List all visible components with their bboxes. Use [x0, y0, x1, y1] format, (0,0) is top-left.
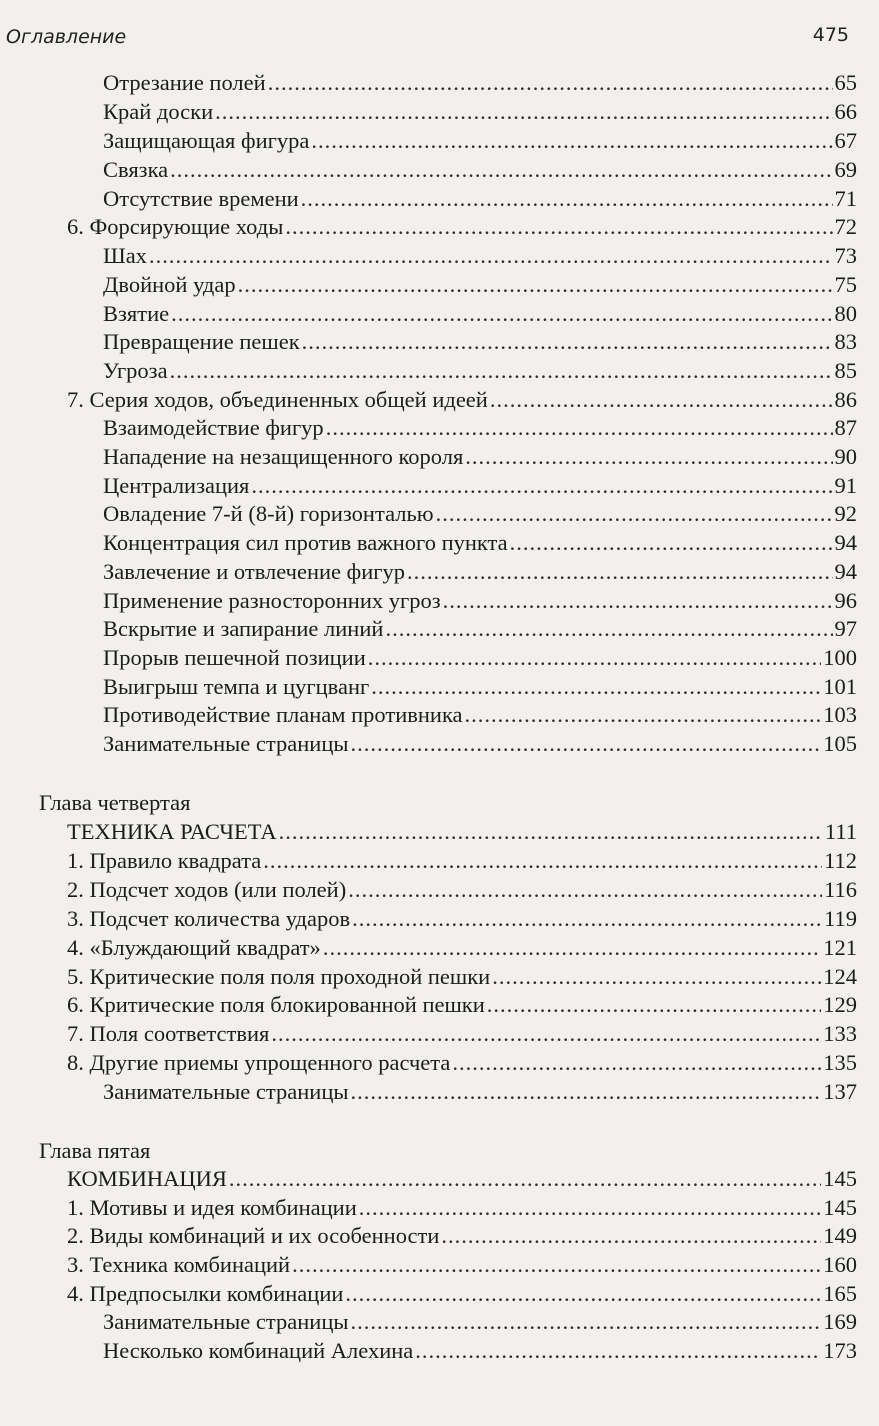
toc-entry-title: Прорыв пешечной позиции: [103, 645, 366, 670]
toc-entry-page: 65: [834, 70, 857, 95]
toc-entry-page: 85: [834, 358, 857, 383]
toc-entry-page: 169: [823, 1309, 857, 1334]
toc-entry: [67, 1222, 857, 1250]
toc-entry-title: Взятие: [103, 301, 170, 326]
toc-entry: [103, 300, 857, 328]
toc-entry: [67, 1020, 857, 1048]
toc-entry-title: Завлечение и отвлечение фигур: [103, 559, 406, 584]
toc-entry-page: 121: [823, 935, 857, 960]
toc-entry: [67, 1194, 857, 1222]
toc-entry: [103, 701, 857, 729]
page-number: 475: [812, 24, 849, 46]
toc-entry: [103, 1078, 857, 1106]
chapter-heading: Глава пятая: [39, 1138, 151, 1163]
toc-entry: [67, 905, 857, 933]
toc-entry: [103, 730, 857, 758]
toc-entry: [67, 1251, 857, 1279]
toc-entry-title: 4. Предпосылки комбинации: [67, 1281, 344, 1306]
toc-entry: [103, 414, 857, 442]
toc-entry-page: 119: [824, 906, 857, 931]
toc-entry: [103, 673, 857, 701]
toc-entry-page: 87: [834, 415, 857, 440]
toc-entry-title: Овладение 7-й (8-й) горизонталью: [103, 501, 434, 526]
toc-entry: [103, 1308, 857, 1336]
toc-entry-page: 92: [834, 501, 857, 526]
toc-entry-title: Вскрытие и запирание линий: [103, 616, 384, 641]
toc-entry-page: 86: [834, 387, 857, 412]
toc-entry-title: Централизация: [103, 473, 250, 498]
toc-entry-page: 69: [834, 157, 857, 182]
toc-entry-title: ТЕХНИКА РАСЧЕТА: [67, 819, 277, 844]
toc-entry-title: Противодействие планам противника: [103, 702, 463, 727]
toc-entry: [103, 644, 857, 672]
toc-entry-title: 3. Подсчет количества ударов: [67, 906, 351, 931]
toc-entry-title: 3. Техника комбинаций: [67, 1252, 291, 1277]
toc-entry-title: Превращение пешек: [103, 329, 300, 354]
toc-entry: [103, 328, 857, 356]
toc-entry-page: 100: [823, 645, 857, 670]
toc-entry-page: 135: [823, 1050, 857, 1075]
toc-entry-title: Несколько комбинаций Алехина: [103, 1338, 414, 1363]
toc-entry: [103, 529, 857, 557]
toc-entry: [67, 1280, 857, 1308]
toc-entry-title: 7. Серия ходов, объединенных общей идеей: [67, 387, 488, 412]
toc-entry: [67, 963, 857, 991]
toc-entry-page: 160: [823, 1252, 857, 1277]
toc-entry-title: Нападение на незащищенного короля: [103, 444, 464, 469]
toc-entry-title: Угроза: [103, 358, 168, 383]
toc-entry-title: 2. Подсчет ходов (или полей): [67, 877, 347, 902]
toc-entry-page: 165: [823, 1281, 857, 1306]
toc-entry-page: 124: [823, 964, 857, 989]
toc-entry: [103, 558, 857, 586]
toc-entry-page: 90: [834, 444, 857, 469]
toc-entry: [103, 127, 857, 155]
toc-entry-page: 105: [823, 731, 857, 756]
toc-entry-title: Связка: [103, 157, 169, 182]
toc-entry-title: 5. Критические поля поля проходной пешки: [67, 964, 491, 989]
toc-entry-title: Концентрация сил против важного пункта: [103, 530, 508, 555]
toc-entry-page: 103: [823, 702, 857, 727]
toc-entry: [103, 472, 857, 500]
toc-entry-title: Занимательные страницы: [103, 1309, 349, 1334]
toc-entry: [103, 615, 857, 643]
toc-entry-title: Занимательные страницы: [103, 1079, 349, 1104]
toc-entry: [67, 876, 857, 904]
toc-entry-title: 6. Критические поля блокированной пешки: [67, 992, 485, 1017]
toc-entry-title: Шах: [103, 243, 147, 268]
toc-entry: [67, 847, 857, 875]
toc-entry: [103, 271, 857, 299]
toc-entry-page: 149: [823, 1223, 857, 1248]
toc-entry-title: 8. Другие приемы упрощенного расчета: [67, 1050, 451, 1075]
toc-entry-page: 94: [834, 530, 857, 555]
toc-entry: [103, 587, 857, 615]
toc-entry-page: 116: [824, 877, 857, 902]
toc-entry-page: 71: [834, 186, 857, 211]
toc-entry: [67, 934, 857, 962]
toc-entry-title: Взаимодействие фигур: [103, 415, 324, 440]
toc-entry-title: Двойной удар: [103, 272, 236, 297]
toc-entry-page: 66: [834, 99, 857, 124]
toc-entry-page: 72: [834, 214, 857, 239]
toc-entry-title: Занимательные страницы: [103, 731, 349, 756]
toc-entry: [103, 156, 857, 184]
toc-entry-page: 91: [834, 473, 857, 498]
toc-entry-page: 96: [834, 588, 857, 613]
toc-entry-page: 145: [823, 1166, 857, 1191]
toc-entry: [67, 1165, 857, 1193]
toc-entry-page: 129: [823, 992, 857, 1017]
toc-entry: [67, 818, 857, 846]
toc-entry: [103, 185, 857, 213]
toc-entry-page: 111: [824, 819, 857, 844]
toc-entry-title: Отрезание полей: [103, 70, 266, 95]
toc-entry: [103, 500, 857, 528]
toc-entry-page: 173: [823, 1338, 857, 1363]
toc-entry-page: 133: [823, 1021, 857, 1046]
toc-entry-page: 145: [823, 1195, 857, 1220]
toc-entry-page: 67: [834, 128, 857, 153]
toc-entry: [103, 242, 857, 270]
toc-entry: [103, 69, 857, 97]
toc-entry: [103, 357, 857, 385]
toc-entry-page: 112: [824, 848, 857, 873]
toc-entry-title: КОМБИНАЦИЯ: [67, 1166, 227, 1191]
toc-entry: [103, 98, 857, 126]
toc-entry-title: Защищающая фигура: [103, 128, 310, 153]
toc-entry: [67, 213, 857, 241]
toc-entry-page: 101: [823, 674, 857, 699]
toc-entry-page: 75: [834, 272, 857, 297]
toc-entry-page: 80: [834, 301, 857, 326]
toc-entry-title: Выигрыш темпа и цугцванг: [103, 674, 370, 699]
toc-entry: [67, 1049, 857, 1077]
toc-entry: [103, 1337, 857, 1365]
toc-entry-title: Край доски: [103, 99, 214, 124]
toc-entry-page: 94: [834, 559, 857, 584]
chapter-heading: Глава четвертая: [39, 790, 191, 815]
toc-entry-title: 4. «Блуждающий квадрат»: [67, 935, 321, 960]
running-header-title: Оглавление: [6, 26, 127, 48]
toc-entry-page: 137: [823, 1079, 857, 1104]
toc-entry-title: Применение разносторонних угроз: [103, 588, 441, 613]
toc-entry-page: 73: [834, 243, 857, 268]
toc-entry-title: 1. Правило квадрата: [67, 848, 262, 873]
toc-entry: [67, 386, 857, 414]
toc-entry-title: 2. Виды комбинаций и их особенности: [67, 1223, 440, 1248]
toc-entry: [103, 443, 857, 471]
toc-entry-title: Отсутствие времени: [103, 186, 299, 211]
toc-entry-title: 7. Поля соответствия: [67, 1021, 270, 1046]
toc-entry-page: 97: [834, 616, 857, 641]
toc-entry-title: 6. Форсирующие ходы: [67, 214, 284, 239]
toc-entry-title: 1. Мотивы и идея комбинации: [67, 1195, 357, 1220]
toc-entry: [67, 991, 857, 1019]
toc-entry-page: 83: [834, 329, 857, 354]
